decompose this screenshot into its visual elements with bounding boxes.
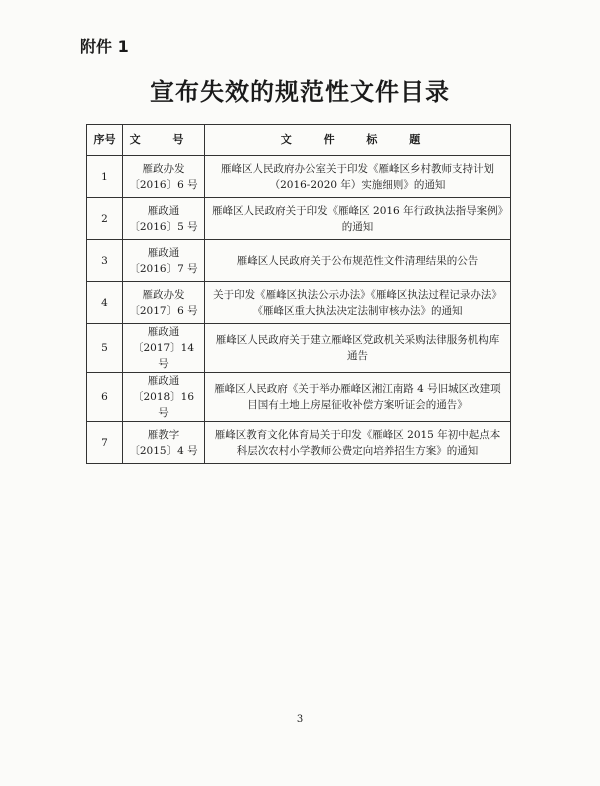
table-header-row	[87, 125, 511, 156]
row-seq: 4	[87, 282, 123, 324]
document-title: 宣布失效的规范性文件目录	[150, 78, 450, 106]
row-doc-title: 雁峰区教育文化体育局关于印发《雁峰区 2015 年初中起点本科层次农村小学教师公费定向培养招生方案》的通知	[205, 422, 511, 464]
row-seq: 7	[87, 422, 123, 464]
row-doc-no: 雁政通〔2016〕5 号	[123, 198, 205, 240]
table-row	[87, 373, 511, 422]
row-doc-title: 雁峰区人民政府《关于举办雁峰区湘江南路 4 号旧城区改建项目国有土地上房屋征收补偿方案听证会的通告》	[205, 373, 511, 422]
header-doc-no: 文 号	[123, 125, 205, 156]
header-doc-title: 文 件 标 题	[205, 125, 511, 156]
row-seq: 5	[87, 324, 123, 373]
document-list-table	[86, 124, 511, 464]
header-seq: 序号	[87, 125, 123, 156]
attachment-label: 附件 1	[80, 37, 129, 56]
row-seq: 2	[87, 198, 123, 240]
row-doc-title: 雁峰区人民政府关于公布规范性文件清理结果的公告	[205, 240, 511, 282]
table-row	[87, 198, 511, 240]
row-doc-no: 雁政办发〔2017〕6 号	[123, 282, 205, 324]
table-row	[87, 240, 511, 282]
table-row	[87, 156, 511, 198]
row-seq: 1	[87, 156, 123, 198]
table-row	[87, 282, 511, 324]
row-doc-title: 雁峰区人民政府关于建立雁峰区党政机关采购法律服务机构库通告	[205, 324, 511, 373]
page-number: 3	[296, 714, 304, 725]
row-seq: 6	[87, 373, 123, 422]
row-doc-title: 关于印发《雁峰区执法公示办法》《雁峰区执法过程记录办法》《雁峰区重大执法决定法制审核办法》的通知	[205, 282, 511, 324]
table-row	[87, 422, 511, 464]
row-doc-no: 雁政办发〔2016〕6 号	[123, 156, 205, 198]
row-doc-no: 雁政通〔2016〕7 号	[123, 240, 205, 282]
row-doc-no: 雁政通〔2018〕16 号	[123, 373, 205, 422]
row-seq: 3	[87, 240, 123, 282]
table-row	[87, 324, 511, 373]
row-doc-no: 雁政通〔2017〕14 号	[123, 324, 205, 373]
row-doc-title: 雁峰区人民政府关于印发《雁峰区 2016 年行政执法指导案例》的通知	[205, 198, 511, 240]
row-doc-no: 雁教字〔2015〕4 号	[123, 422, 205, 464]
row-doc-title: 雁峰区人民政府办公室关于印发《雁峰区乡村教师支持计划（2016-2020 年）实施细则》的通知	[205, 156, 511, 198]
